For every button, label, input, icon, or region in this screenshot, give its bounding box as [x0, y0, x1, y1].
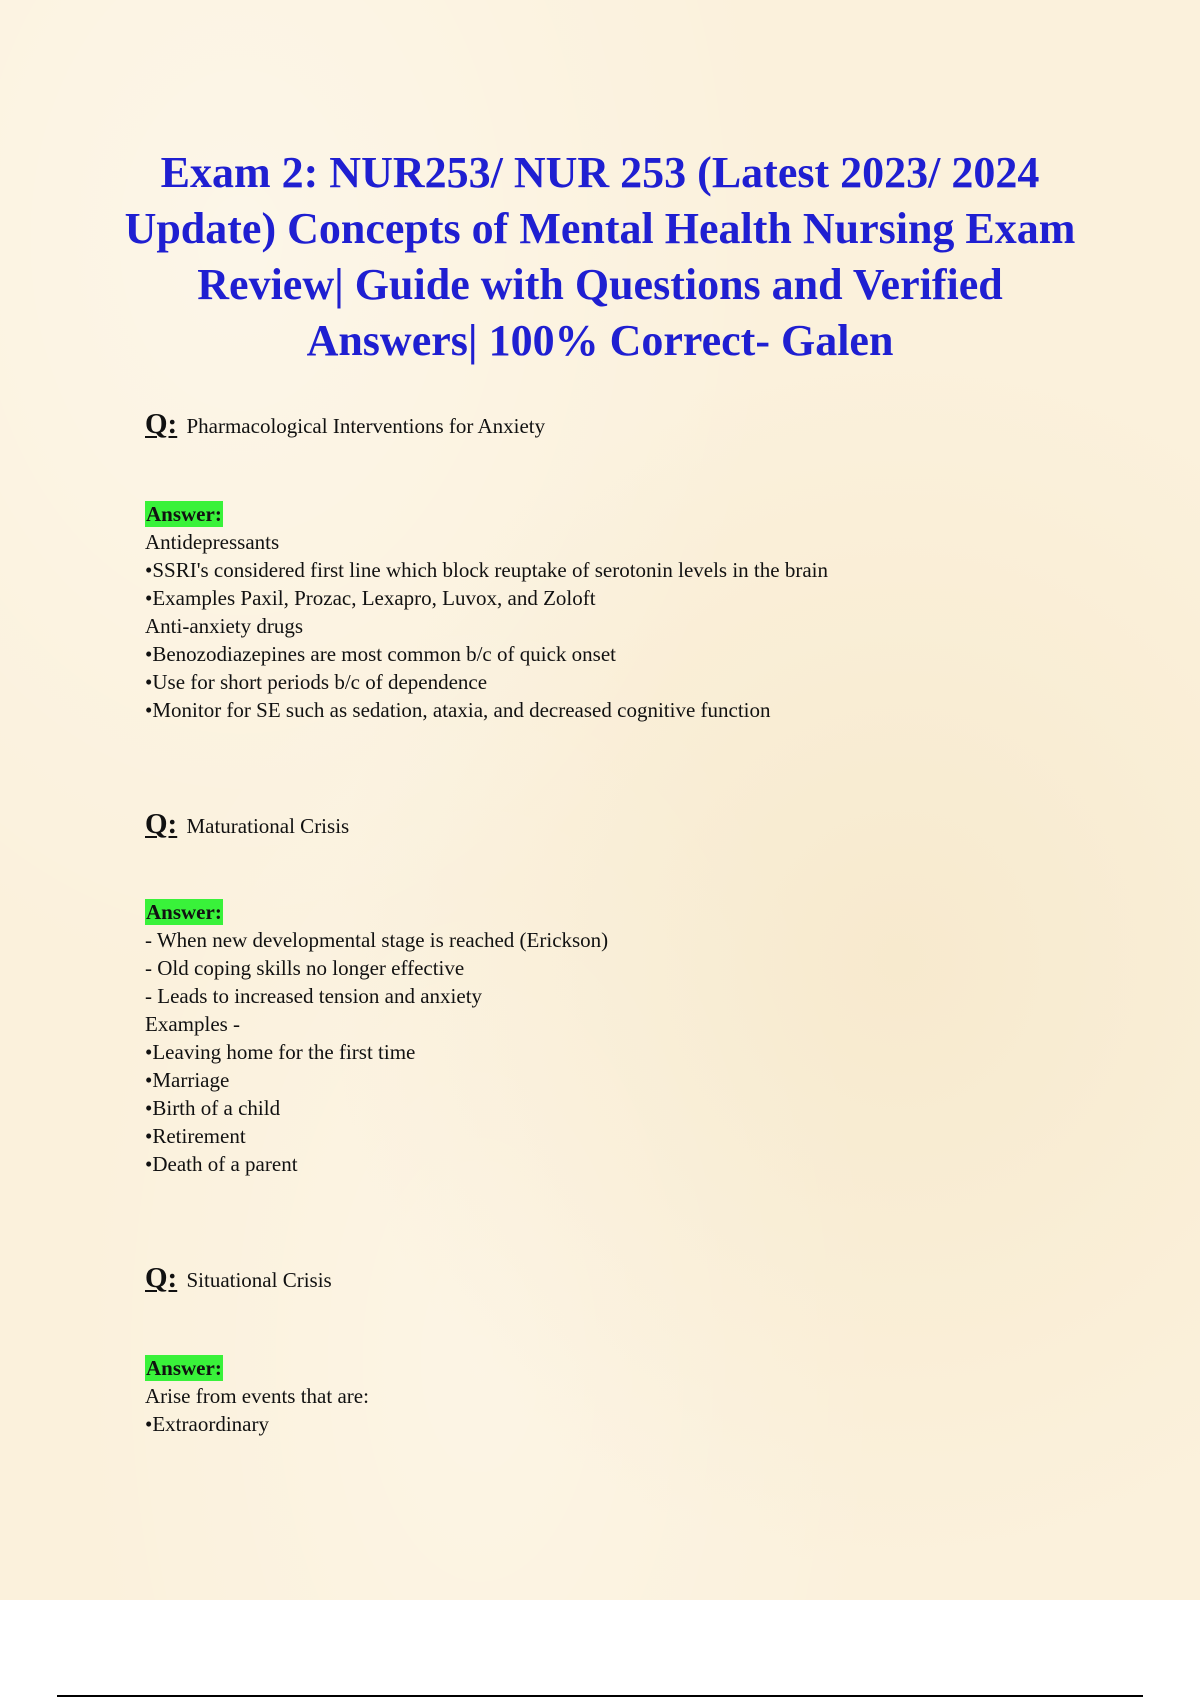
- question-text: Maturational Crisis: [186, 814, 350, 838]
- answer-line: Examples -: [145, 1012, 241, 1036]
- answer-line: •Birth of a child: [145, 1096, 281, 1120]
- question-1: [145, 410, 1045, 440]
- question-2: [145, 810, 1045, 840]
- answer-line: •Marriage: [145, 1068, 230, 1092]
- document-title: Exam 2: NUR253/ NUR 253 (Latest 2023/ 2024 Update) Concepts of Mental Health Nursing Exam Review| Guide with Questions and Verified Answers| 100% Correct- Galen: [124, 148, 1076, 365]
- footer-rule: [57, 1695, 1143, 1697]
- answer-line: •Monitor for SE such as sedation, ataxia, and decreased cognitive function: [145, 698, 771, 722]
- answer-line: - Old coping skills no longer effective: [145, 956, 465, 980]
- answer-line: •Extraordinary: [145, 1412, 269, 1436]
- answer-line: Antidepressants: [145, 530, 280, 554]
- answer-line: Anti-anxiety drugs: [145, 614, 304, 638]
- answer-line: - Leads to increased tension and anxiety: [145, 984, 483, 1008]
- answer-line: •Use for short periods b/c of dependence: [145, 670, 488, 694]
- question-marker: Q:: [145, 408, 178, 440]
- answer-label: Answer:: [146, 900, 222, 924]
- answer-line: •Death of a parent: [145, 1152, 298, 1176]
- answer-line: •SSRI's considered first line which block reuptake of serotonin levels in the brain: [145, 558, 828, 582]
- answer-3: [145, 1354, 1045, 1438]
- answer-2: [145, 898, 1045, 1178]
- question-3: [145, 1264, 1045, 1294]
- answer-label: Answer:: [146, 502, 222, 526]
- question-marker: Q:: [145, 808, 178, 840]
- question-text: Pharmacological Interventions for Anxiety: [186, 414, 546, 438]
- answer-line: •Examples Paxil, Prozac, Lexapro, Luvox, and Zoloft: [145, 586, 596, 610]
- answer-line: •Benozodiazepines are most common b/c of quick onset: [145, 642, 616, 666]
- answer-1: [145, 500, 1045, 724]
- answer-line: •Leaving home for the first time: [145, 1040, 416, 1064]
- answer-line: Arise from events that are:: [145, 1384, 369, 1408]
- answer-line: •Retirement: [145, 1124, 246, 1148]
- question-text: Situational Crisis: [186, 1268, 332, 1292]
- question-marker: Q:: [145, 1262, 178, 1294]
- answer-label: Answer:: [146, 1356, 222, 1380]
- answer-line: - When new developmental stage is reached (Erickson): [145, 928, 609, 952]
